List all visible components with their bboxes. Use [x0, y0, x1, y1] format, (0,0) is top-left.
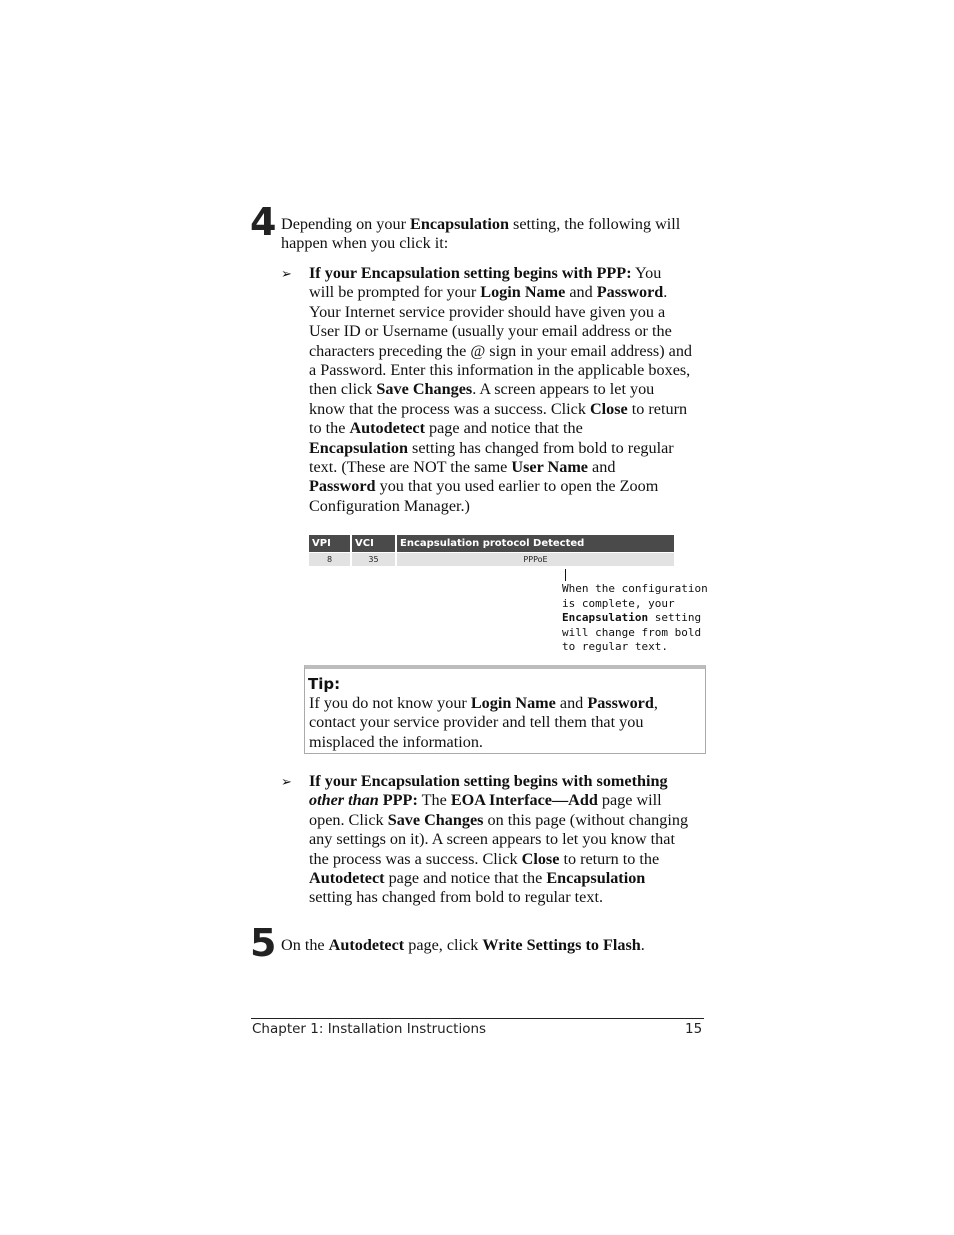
header-vci: VCI: [351, 535, 396, 553]
text-line: [562, 626, 712, 641]
text-run: ,: [653, 694, 658, 712]
text-run: User ID or Username (usually your email address or the: [309, 322, 672, 341]
text-run: then click: [309, 380, 377, 399]
text-run: Password: [596, 283, 664, 302]
text-run: to the: [309, 419, 350, 438]
text-run: to return: [627, 399, 688, 418]
footer-chapter: Chapter 1: Installation Instructions: [252, 1021, 487, 1037]
bullet-2-text: [309, 772, 719, 908]
step-4-text: [281, 215, 721, 254]
text-run: Write Settings to Flash: [482, 936, 641, 954]
text-run: and: [588, 458, 616, 477]
text-run: Encapsulation: [546, 869, 646, 888]
text-run: text. (These are NOT the same: [309, 458, 512, 477]
text-run: contact your service provider and tell them that you: [309, 713, 644, 732]
text-line: [309, 850, 719, 869]
text-line: [309, 811, 719, 830]
table-header-row: [309, 535, 675, 553]
text-line: [309, 694, 701, 713]
callout-text: [562, 582, 712, 655]
text-run: page and notice that the: [384, 869, 547, 888]
text-run: Password: [587, 694, 654, 712]
text-line: [309, 733, 701, 752]
header-vpi: VPI: [309, 535, 351, 553]
text-run: characters preceding the @ sign in your email address) and: [309, 341, 693, 360]
text-line: [562, 597, 712, 612]
text-run: Encapsulation: [309, 438, 408, 457]
text-run: you that you used earlier to open the Zoom: [375, 477, 659, 496]
text-line: [309, 458, 719, 477]
text-run: .: [640, 936, 645, 954]
table-row: [309, 553, 675, 567]
text-run: on this page (without changing: [483, 810, 689, 829]
text-run: If your Encapsulation setting begins with PPP:: [309, 264, 632, 282]
text-run: is complete, your: [562, 596, 675, 610]
text-run: and: [565, 283, 597, 302]
text-run: When the configuration: [562, 582, 708, 595]
text-run: any settings on it). A screen appears to let you know that: [309, 830, 675, 849]
text-line: [309, 322, 719, 341]
header-encapsulation: Encapsulation protocol Detected: [396, 535, 675, 553]
text-run: Password: [309, 477, 376, 496]
text-run: The: [417, 791, 451, 810]
text-run: setting has changed from bold to regular text.: [309, 888, 603, 907]
text-run: Save Changes: [376, 380, 473, 399]
cell-encapsulation: PPPoE: [396, 553, 675, 567]
text-run: page, click: [404, 936, 483, 954]
text-run: Autodetect: [328, 936, 405, 954]
text-run: a Password. Enter this information in the applicable boxes,: [309, 361, 691, 380]
text-run: Your Internet service provider should have given you a: [309, 302, 666, 321]
text-line: [309, 419, 719, 438]
text-line: [309, 400, 719, 419]
encapsulation-table: [309, 535, 676, 566]
text-run: will change from bold: [562, 625, 702, 639]
step-4-line-1: Depending on your Encapsulation setting, the following will: [281, 215, 681, 233]
text-run: page and notice that the: [424, 419, 583, 438]
text-line: [309, 380, 719, 399]
text-line: [309, 303, 719, 322]
text-run: . A screen appears to let you: [472, 380, 655, 399]
text-line: [309, 869, 719, 888]
text-run: On the: [281, 936, 329, 954]
text-line: [309, 888, 719, 907]
text-run: Autodetect: [349, 419, 425, 438]
text-run: Login Name: [470, 694, 556, 712]
text-run: If your Encapsulation setting begins with something: [309, 772, 668, 790]
tip-text: [309, 694, 701, 752]
text-run: will be prompted for your: [309, 283, 481, 302]
text-run: the process was a success. Click: [309, 849, 522, 868]
bullet-1-text: [309, 264, 719, 516]
text-run: know that the process was a success. Click: [309, 399, 590, 418]
text-run: to return to the: [559, 849, 660, 868]
text-run: .: [663, 283, 668, 302]
text-line: [309, 342, 719, 361]
text-line: [309, 497, 719, 516]
text-run: PPP:: [378, 791, 418, 810]
cell-vpi: 8: [309, 553, 351, 567]
text-line: [309, 283, 719, 302]
text-line: [309, 830, 719, 849]
bullet-arrow-1: ➢: [281, 266, 292, 281]
tip-label: Tip:: [308, 675, 341, 693]
text-run: other than: [309, 791, 379, 810]
text-run: setting has changed from bold to regular: [407, 438, 674, 457]
text-run: Save Changes: [387, 810, 484, 829]
text-line: [309, 791, 719, 810]
text-run: Configuration Manager.): [309, 496, 470, 515]
text-run: to regular text.: [562, 640, 668, 654]
step-5-text: [281, 936, 721, 955]
footer-rule: [251, 1018, 704, 1019]
step-5-line: [281, 936, 721, 955]
text-line: [309, 772, 719, 791]
text-run: Close: [589, 399, 628, 418]
step-number-4: 4: [250, 200, 277, 244]
text-run: open. Click: [309, 810, 388, 829]
text-line: [309, 713, 701, 732]
encapsulation-table-figure: [309, 535, 676, 566]
tip-box: [304, 665, 706, 754]
text-line: [309, 361, 719, 380]
text-run: Login Name: [480, 283, 566, 302]
text-line: [562, 611, 712, 626]
text-run: User Name: [511, 458, 588, 477]
text-line: [309, 477, 719, 496]
text-run: Autodetect: [309, 869, 385, 888]
text-line: [309, 264, 719, 283]
text-run: You: [631, 264, 662, 282]
text-run: If you do not know your: [309, 694, 471, 712]
text-run: EOA Interface—Add: [450, 791, 598, 810]
text-run: Encapsulation: [562, 611, 649, 625]
bullet-arrow-2: ➢: [281, 774, 292, 789]
step-4-line-2: happen when you click it:: [281, 234, 449, 253]
text-run: page will: [597, 791, 662, 810]
footer-page-number: 15: [685, 1021, 703, 1037]
text-run: and: [555, 694, 588, 712]
text-line: [562, 640, 712, 655]
text-line: [309, 439, 719, 458]
text-run: Close: [521, 849, 560, 868]
cell-vci: 35: [351, 553, 396, 567]
text-line: [562, 582, 712, 597]
step-number-5: 5: [250, 921, 277, 965]
text-run: setting: [648, 611, 702, 625]
callout-line: [565, 569, 566, 581]
text-run: misplaced the information.: [309, 732, 483, 751]
